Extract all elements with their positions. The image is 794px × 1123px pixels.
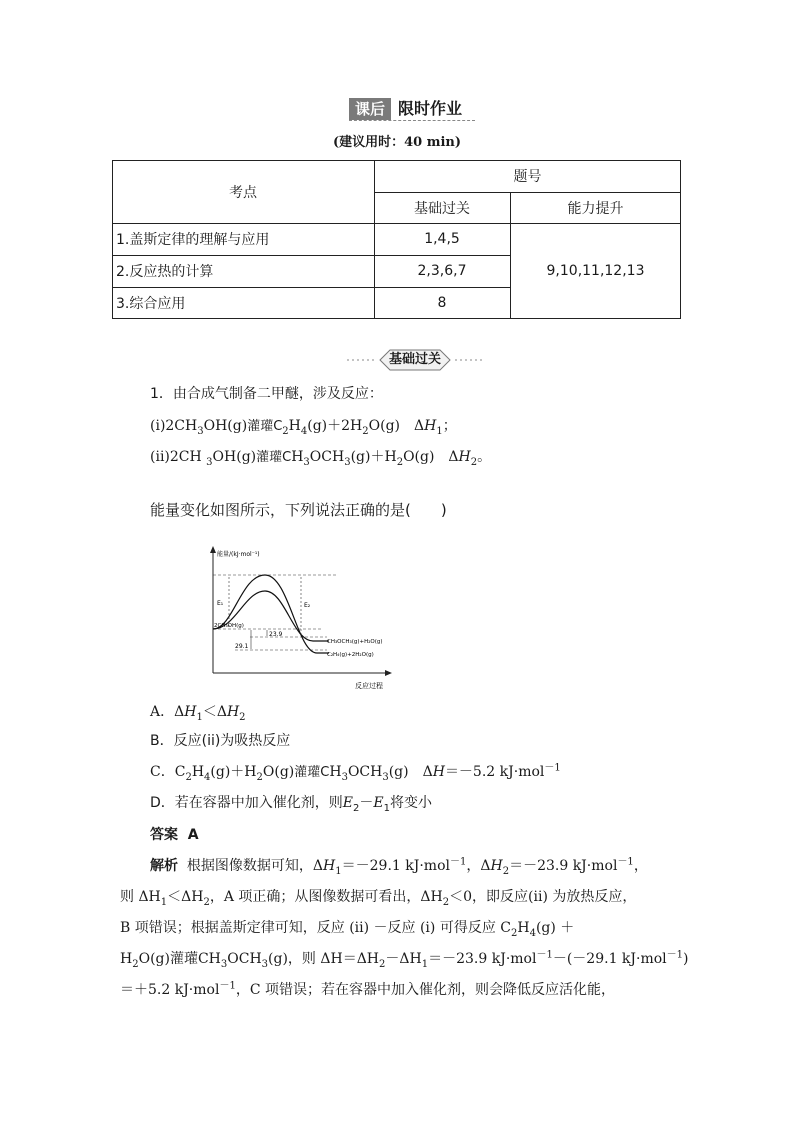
answer-label: 答案 [150,827,178,843]
section-banner [345,348,485,374]
header-kaodian: 考点 [229,184,257,201]
analysis-line-4: $H_2O(g)$灌瓘$CH_3OCH_3(g)$，则 $\Delta H=\Delta H_2-\Delta H_1=-23.9$ kJ·mol$^{-1}$－(－29.1 kJ·mol$^{-1}$) [120,949,689,970]
header-nengli: 能力提升 [567,200,624,217]
y-axis-arrow [210,546,216,553]
question-stem: 1．由合成气制备二甲醚，涉及反应： [150,386,383,402]
reactant-label: 2CH₃OH(g) [214,623,244,629]
table-row-topic: 1.盖斯定律的理解与应用 [116,232,270,248]
answer-value: A [187,827,199,843]
section-title: 基础过关 [388,352,441,367]
energy-diagram [205,545,395,693]
reaction-i: $(i)2CH_3OH(g)$灌瓘$C_2H_4(g)+2H_2O(g)$ $\Delta H_1$； [150,418,457,437]
option-b: B．反应(ii)为吸热反应 [150,733,291,749]
y-axis-label: 能量/(kJ·mol⁻¹) [217,551,260,558]
table-border-bottom [112,318,681,319]
header-jichu: 基础过关 [414,200,470,217]
e2-label: E₂ [304,602,311,609]
product-ii-label: CH₃OCH₃(g)+H₂O(g) [327,639,383,645]
analysis-label: 解析 [150,858,178,874]
analysis-line-3: B 项错误；根据盖斯定律可知，反应 (ii) －反应 (i) 可得反应 $C_2H_4(g)$ ＋ [120,920,575,939]
x-axis-arrow [385,670,392,676]
option-a: A．$\Delta H_1<\Delta H_2$ [150,704,246,723]
table-row-basic: 8 [437,294,447,311]
suggested-time: (建议用时：40 min) [332,135,462,150]
analysis-line-5: ＝＋5.2 kJ·mol$^{-1}$，C 项错误；若在容器中加入催化剂，则会降低反应活化能， [120,980,615,998]
option-c: C．$C_2H_4(g)+H_2O(g)$灌瓘$CH_3OCH_3(g)$ ΔH＝－5.2 kJ·mol$^{-1}$ [150,762,561,783]
table-row-topic: 2.反应热的计算 [116,264,214,280]
option-d: D．若在容器中加入催化剂，则$E_2-E_1$将变小 [150,795,432,814]
table-row-basic: 1,4,5 [424,231,460,247]
header-title: 限时作业 [398,99,463,118]
table-row-topic: 3.综合应用 [116,295,186,312]
header-badge: 课后 [349,98,391,120]
reaction-ii: (ii)2CH $_3$OH(g)灌瓘$CH_3OCH_3(g)+H_2O(g)$ $\Delta H_2$。 [150,449,492,468]
analysis-line-2: 则 $\Delta H_1<\Delta H_2$，A 项正确；从图像数据可看出，$\Delta H_2<0$，即反应(ii) 为放热反应， [120,889,637,908]
product-i-label: C₂H₄(g)+2H₂O(g) [327,652,374,658]
table-row-basic: 2,3,6,7 [417,263,467,279]
x-axis-label: 反应过程 [355,682,383,690]
answer [150,825,199,845]
header-underline [349,120,475,121]
question-prompt: 能量变化如图所示，下列说法正确的是( ) [150,501,447,519]
delta-23-label: 23.9 [269,631,283,638]
section-header [0,98,794,122]
header-tihao: 题号 [513,169,542,185]
ability-merged-cell: 9,10,11,12,13 [546,262,645,279]
e1-label: E₁ [217,600,224,607]
analysis-line-1: 解析 根据图像数据可知，$\Delta H_1=-29.1$ kJ·mol$^{-1}$，$\Delta H_2=-23.9$ kJ·mol$^{-1}$， [150,856,648,877]
topic-table [112,160,681,319]
delta-29-label: 29.1 [235,643,249,650]
